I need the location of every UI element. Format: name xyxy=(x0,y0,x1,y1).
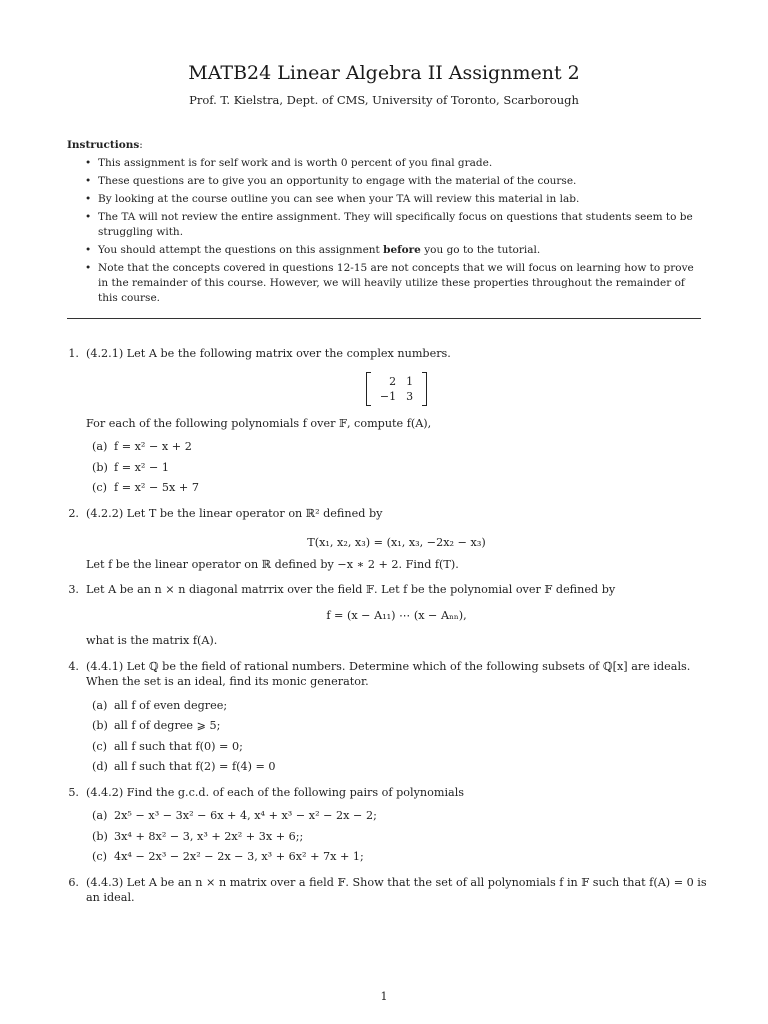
sub-parts xyxy=(86,808,707,865)
sub-part: (a) f = x² − x + 2 xyxy=(92,440,192,453)
problem-6 xyxy=(67,875,707,906)
problem-4 xyxy=(67,659,707,775)
page-title: MATB24 Linear Algebra II Assignment 2 xyxy=(188,62,580,84)
display-equation: f = (x − A₁₁) ⋯ (x − Aₙₙ), xyxy=(326,608,467,622)
problem-number: 4. xyxy=(68,659,79,673)
sub-part: (b) f = x² − 1 xyxy=(92,460,170,474)
instructions-heading: Instructions: xyxy=(67,139,143,151)
instruction-item: • This assignment is for self work and is worth 0 percent of you final grade. xyxy=(98,156,707,171)
instructions-list xyxy=(67,156,707,306)
problem-number: 6. xyxy=(68,875,79,889)
matrix-cell: −1 xyxy=(379,389,397,403)
problem-intro: Let A be an n × n diagonal matrrix over the field 𝔽. Let f be the polynomial over 𝔽 defined by xyxy=(86,583,616,596)
sub-part: (c) f = x² − 5x + 7 xyxy=(92,481,199,494)
matrix-cell: 3 xyxy=(406,389,414,403)
emphasis-before: before xyxy=(383,244,421,256)
section-divider xyxy=(67,318,701,319)
sub-part: (b) 3x⁴ + 8x² − 3, x³ + 2x² + 3x + 6;; xyxy=(92,829,304,843)
sub-part: (a) all f of even degree; xyxy=(92,698,228,712)
problem-number: 3. xyxy=(68,583,79,596)
problem-3 xyxy=(67,582,707,649)
problem-text: For each of the following polynomials f over 𝔽, compute f(A), xyxy=(86,416,432,430)
problem-intro: (4.4.2) Find the g.c.d. of each of the following pairs of polynomials xyxy=(86,785,465,799)
instruction-item: • By looking at the course outline you can see when your TA will review this material in lab. xyxy=(98,192,707,207)
problem-text: Let f be the linear operator on ℝ defined by −x ∗ 2 + 2. Find f(T). xyxy=(86,557,459,571)
matrix-a xyxy=(366,372,427,406)
page-number: 1 xyxy=(380,990,388,1003)
sub-part: (c) 4x⁴ − 2x³ − 2x² − 2x − 3, x³ + 6x² + 7x + 1; xyxy=(92,850,364,863)
instruction-item: • Note that the concepts covered in questions 12-15 are not concepts that we will focus on learning how to prove in the remainder of this course. However, we will heavily utilize these properties throughout the remainder of this course. xyxy=(98,261,707,306)
instruction-item: • These questions are to give you an opportunity to engage with the material of the course. xyxy=(98,174,707,189)
problem-intro: (4.4.3) Let A be an n × n matrix over a field 𝔽. Show that the set of all polynomials f in 𝔽 such that f(A) = 0 is an ideal. xyxy=(86,875,707,904)
author-line: Prof. T. Kielstra, Dept. of CMS, University of Toronto, Scarborough xyxy=(189,93,579,107)
sub-part: (b) all f of degree ⩾ 5; xyxy=(92,719,221,732)
matrix-cell: 1 xyxy=(406,374,414,388)
matrix-cell: 2 xyxy=(389,374,397,388)
sub-part: (d) all f such that f(2) = f(4) = 0 xyxy=(92,760,276,773)
sub-part: (c) all f such that f(0) = 0; xyxy=(92,739,243,753)
problem-intro: (4.2.2) Let T be the linear operator on ℝ² defined by xyxy=(86,506,383,520)
problem-number: 2. xyxy=(68,506,79,520)
instruction-item: • You should attempt the questions on this assignment before you go to the tutorial. xyxy=(98,243,707,258)
sub-parts xyxy=(86,439,707,496)
matrix-display xyxy=(86,372,707,406)
problem-number: 5. xyxy=(68,785,79,799)
problem-1 xyxy=(67,346,707,496)
problem-intro: (4.2.1) Let A be the following matrix over the complex numbers. xyxy=(86,347,451,360)
sub-part: (a) 2x⁵ − x³ − 3x² − 6x + 4, x⁴ + x³ − x² − 2x − 2; xyxy=(92,809,377,822)
instruction-item: • The TA will not review the entire assignment. They will specifically focus on questions that students seem to be struggling with. xyxy=(98,210,707,240)
sub-parts xyxy=(86,698,707,775)
problem-list xyxy=(67,346,707,916)
problem-5 xyxy=(67,785,707,865)
instructions-section xyxy=(67,138,707,309)
problem-intro: (4.4.1) Let ℚ be the field of rational numbers. Determine which of the following subsets of ℚ[x] are ideals. When the set is an ideal, find its monic generator. xyxy=(86,659,691,688)
problem-text: what is the matrix f(A). xyxy=(86,634,218,647)
problem-2 xyxy=(67,506,707,573)
problem-number: 1. xyxy=(68,347,79,360)
display-equation: T(x₁, x₂, x₃) = (x₁, x₃, −2x₂ − x₃) xyxy=(307,536,486,549)
